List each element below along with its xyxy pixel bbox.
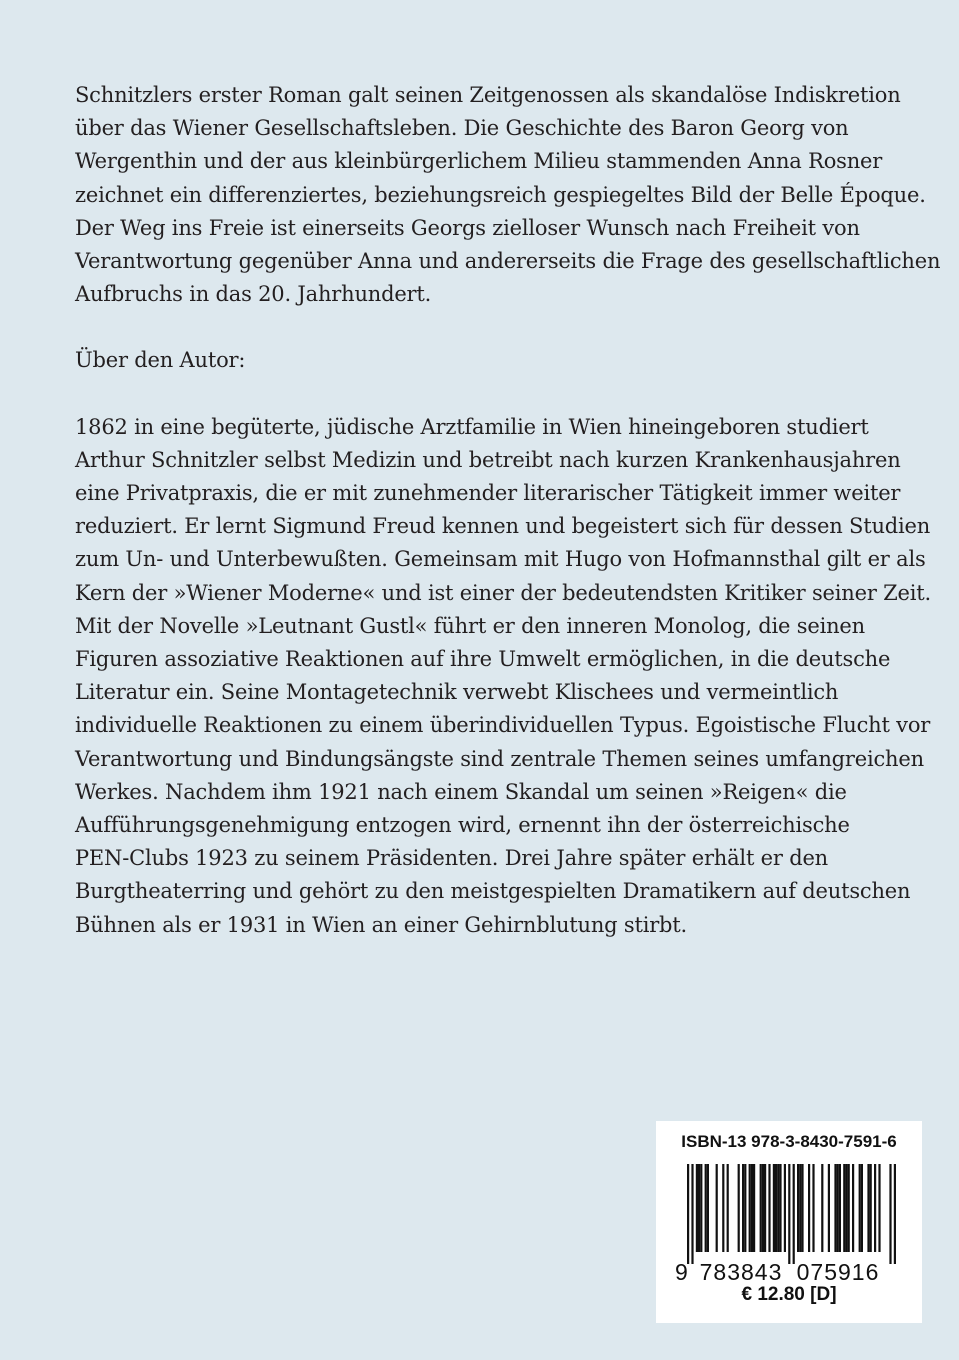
author-bio-line: Literatur ein. Seine Montagetechnik verwebt Klischees und vermeintlich: [75, 680, 839, 705]
barcode-bar: [867, 1164, 869, 1252]
paragraph-spacer: [75, 311, 875, 344]
barcode-bar: [799, 1164, 801, 1252]
author-bio-paragraph: [75, 411, 931, 942]
barcode-bar: [828, 1164, 830, 1252]
price-label: € 12.80 [D]: [741, 1284, 837, 1305]
barcode-bar: [738, 1164, 740, 1252]
barcode-bar: [744, 1164, 746, 1252]
author-bio-line: eine Privatpraxis, die er mit zunehmender literarischer Tätigkeit immer weiter: [75, 481, 901, 506]
author-bio-line: Burgtheaterring und gehört zu den meistgespielten Dramatikern auf deutschen: [75, 879, 911, 904]
barcode-bar: [852, 1164, 854, 1252]
barcode-bar: [812, 1164, 814, 1252]
paragraph-spacer: [75, 378, 875, 411]
barcode-bar: [773, 1164, 775, 1252]
author-bio-line: PEN-Clubs 1923 zu seinem Präsidenten. Drei Jahre später erhält er den: [75, 846, 828, 871]
barcode-bars: [687, 1164, 896, 1264]
barcode-bar: [878, 1164, 880, 1252]
barcode-bar: [834, 1164, 836, 1252]
barcode-bar: [793, 1164, 795, 1264]
barcode-bar: [742, 1164, 744, 1252]
description-line: Schnitzlers erster Roman galt seinen Zeitgenossen als skandalöse Indiskretion: [75, 83, 901, 107]
barcode-left-digits: 783843: [699, 1259, 783, 1282]
author-bio-line: Arthur Schnitzler selbst Medizin und betreibt nach kurzen Krankenhausjahren: [75, 447, 901, 472]
barcode-bar: [716, 1164, 718, 1252]
barcode-bar: [700, 1164, 702, 1252]
author-bio-line: Kern der »Wiener Moderne« und ist einer der bedeutendsten Kritiker seiner Zeit.: [75, 580, 931, 605]
barcode-bar: [707, 1164, 709, 1252]
barcode-bar: [764, 1164, 766, 1252]
barcode-bar: [870, 1164, 872, 1252]
barcode-bar: [801, 1164, 803, 1252]
author-bio-line: individuelle Reaktionen zu einem überindividuellen Typus. Egoistische Flucht vor: [75, 713, 931, 738]
barcode-bar: [839, 1164, 841, 1252]
author-bio-line: 1862 in eine begüterte, jüdische Arztfamilie in Wien hineingeboren studiert: [75, 414, 869, 439]
barcode-bar: [861, 1164, 863, 1252]
description-line: Aufbruchs in das 20. Jahrhundert.: [75, 282, 432, 307]
barcode-bar: [777, 1164, 779, 1252]
author-bio-line: Werkes. Nachdem ihm 1921 nach einem Skandal um seinen »Reigen« die: [75, 779, 847, 804]
barcode-bar: [859, 1164, 861, 1252]
barcode-bar: [775, 1164, 777, 1252]
barcode-bar: [845, 1164, 847, 1252]
author-heading: Über den Autor:: [75, 348, 246, 373]
author-bio-line: Mit der Novelle »Leutnant Gustl« führt er den inneren Monolog, die seinen: [75, 613, 865, 638]
author-bio-line: Figuren assoziative Reaktionen auf ihre Umwelt ermöglichen, in die deutsche: [75, 647, 891, 672]
barcode-bar: [722, 1164, 724, 1252]
barcode-bar: [848, 1164, 850, 1252]
barcode-bar: [687, 1164, 689, 1264]
description-line: über das Wiener Gesellschaftsleben. Die Geschichte des Baron Georg von: [75, 116, 849, 141]
barcode-bar: [837, 1164, 839, 1252]
barcode-bar: [727, 1164, 729, 1252]
description-line: zeichnet ein differenziertes, beziehungsreich gespiegeltes Bild der Belle Époque.: [75, 182, 926, 207]
barcode-bar: [691, 1164, 693, 1264]
author-bio-line: Aufführungsgenehmigung entzogen wird, ernennt ihn der österreichische: [75, 813, 850, 838]
barcode-bar: [874, 1164, 876, 1252]
barcode-bar: [784, 1164, 786, 1252]
barcode-right-digits: 075916: [796, 1259, 880, 1282]
barcode-bar: [894, 1164, 896, 1264]
barcode-bar: [768, 1164, 770, 1252]
description-line: Wergenthin und der aus kleinbürgerlichem Milieu stammenden Anna Rosner: [75, 149, 883, 174]
author-bio-line: Verantwortung und Bindungsängste sind zentrale Themen seines umfangreichen: [75, 746, 924, 771]
barcode-bar: [797, 1164, 799, 1252]
cover-text: [75, 79, 941, 942]
barcode-bar: [753, 1164, 755, 1252]
barcode-image: [673, 1164, 905, 1282]
barcode-bar: [760, 1164, 762, 1252]
barcode-bar: [843, 1164, 845, 1252]
author-bio-line: Bühnen als er 1931 in Wien an einer Gehirnblutung stirbt.: [75, 912, 688, 937]
barcode-bar: [821, 1164, 823, 1252]
barcode-bar: [762, 1164, 764, 1252]
barcode-bar: [751, 1164, 753, 1252]
description-line: Der Weg ins Freie ist einerseits Georgs zielloser Wunsch nach Freiheit von: [75, 215, 860, 240]
barcode-bar: [889, 1164, 891, 1264]
barcode-first-digit: 9: [675, 1259, 688, 1282]
barcode-bar: [788, 1164, 790, 1264]
isbn-label: ISBN-13 978-3-8430-7591-6: [681, 1132, 897, 1151]
barcode-bar: [698, 1164, 700, 1252]
description-line: Verantwortung gegenüber Anna und andererseits die Frage des gesellschaftlichen: [75, 249, 941, 274]
barcode-bar: [696, 1164, 698, 1252]
barcode-bar: [749, 1164, 751, 1252]
barcode-panel: [656, 1121, 922, 1323]
author-bio-line: reduziert. Er lernt Sigmund Freud kennen und begeistert sich für dessen Studien: [75, 514, 931, 539]
description-paragraph: [75, 79, 941, 311]
barcode-bar: [705, 1164, 707, 1252]
author-bio-line: zum Un- und Unterbewußten. Gemeinsam mit Hugo von Hofmannsthal gilt er als: [75, 547, 926, 572]
barcode-bar: [808, 1164, 810, 1252]
barcode-bar: [779, 1164, 781, 1252]
